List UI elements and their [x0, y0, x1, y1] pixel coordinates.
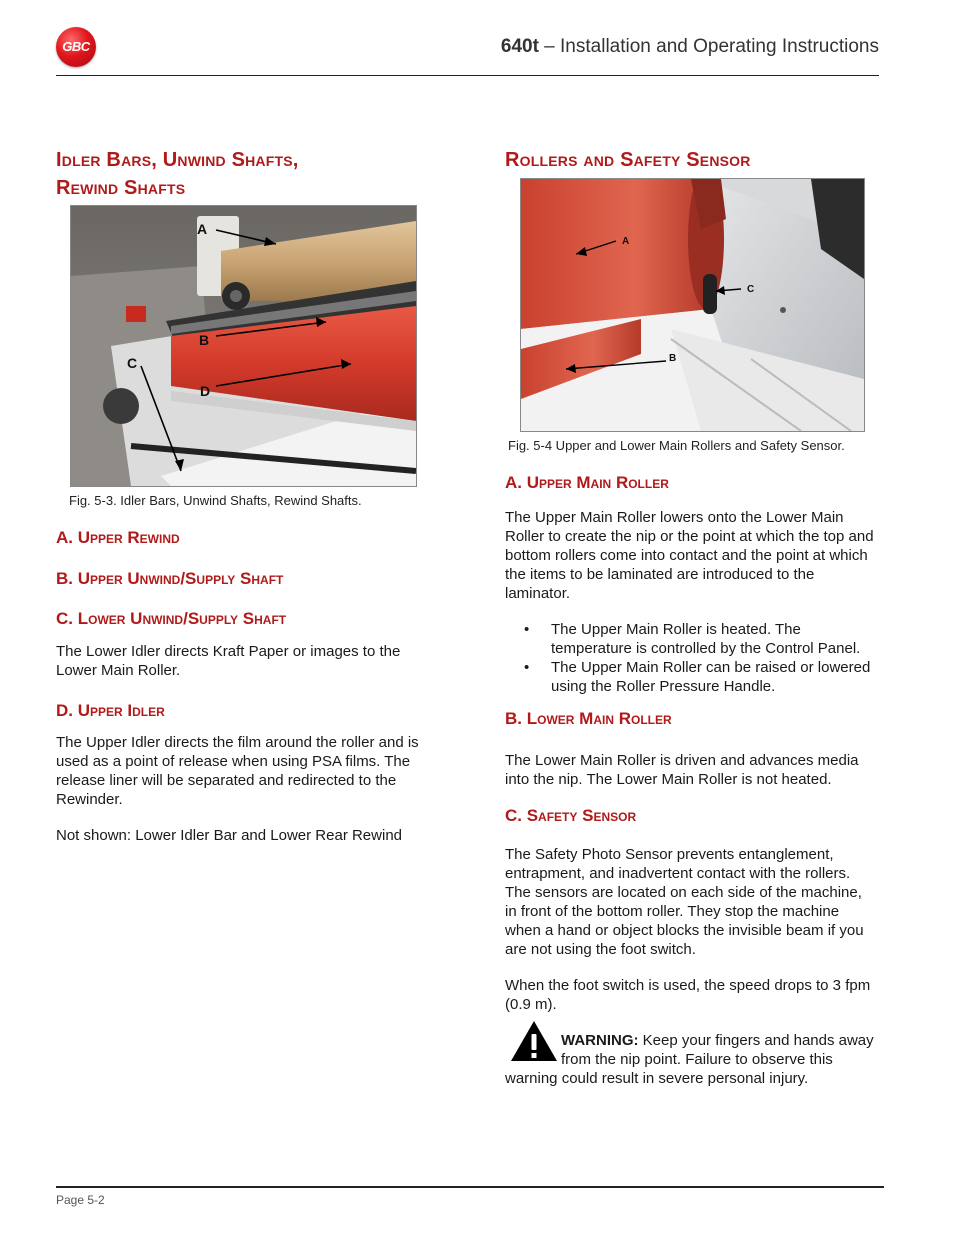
figure-idler-bars-photo [70, 205, 417, 487]
left-section-heading [56, 146, 456, 202]
document-title-text: – Installation and Operating Instructions [538, 36, 879, 57]
figure-label-upper-roller: A [622, 236, 630, 247]
list-item [505, 658, 885, 696]
warning-message [505, 1031, 875, 1088]
figure-label-c: C [127, 355, 138, 371]
gbc-logo [56, 27, 96, 67]
idler-bars-illustration [71, 206, 416, 486]
document-title-model: 640t [500, 36, 539, 57]
bullet-icon: • [524, 659, 530, 676]
paragraph-lower-main-roller: The Lower Main Roller is driven and advances media into the nip. The Lower Main Roller is not heated. [505, 752, 859, 788]
figure-label-safety-sensor: C [747, 284, 755, 295]
paragraph-upper-idler: The Upper Idler directs the film around the roller and is used as a point of release when using PSA films. The release liner will be separated and redirected to the Rewinder. [56, 734, 419, 808]
warning-text: Keep your fingers and hands away from the nip point. Failure to observe this warning could result in severe personal injury. [505, 1032, 874, 1087]
rollers-illustration [521, 179, 864, 431]
heading-safety-sensor: C. Safety Sensor [505, 806, 637, 825]
figure-caption-right: Fig. 5-4 Upper and Lower Main Rollers and Safety Sensor. [508, 438, 845, 453]
bullet-text: The Upper Main Roller can be raised or lowered using the Roller Pressure Handle. [551, 659, 871, 695]
figure-label-a: A [197, 221, 208, 237]
figure-label-d: D [200, 383, 211, 399]
footer-rule [56, 1186, 884, 1188]
list-item [505, 620, 885, 658]
figure-rollers-photo [520, 178, 865, 432]
document-title [501, 36, 879, 58]
paragraph-lower-idler: The Lower Idler directs Kraft Paper or images to the Lower Main Roller. [56, 643, 401, 679]
header-rule [56, 75, 879, 76]
warning-icon-spacer [505, 1031, 561, 1058]
bullet-icon: • [524, 621, 530, 638]
figure-caption-left: Fig. 5-3. Idler Bars, Unwind Shafts, Rewind Shafts. [69, 493, 362, 508]
paragraph-upper-main-roller: The Upper Main Roller lowers onto the Lower Main Roller to create the nip or the point at which the top and bottom rollers come into contact and the point at which the items to be laminated are introduced to the laminator. [505, 509, 874, 602]
heading-lower-unwind: C. Lower Unwind/Supply Shaft [56, 609, 287, 628]
warning-label: WARNING: [561, 1032, 639, 1049]
figure-label-b: B [199, 332, 210, 348]
paragraph-safety-sensor: The Safety Photo Sensor prevents entanglement, entrapment, and inadvertent contact with the rollers. The sensors are located on each side of the machine, in front of the bottom roller. They stop the machine when a hand or object blocks the invisible beam if you are not using the foot switch. [505, 846, 864, 958]
heading-upper-main-roller: A. Upper Main Roller [505, 473, 669, 492]
paragraph-foot-switch: When the foot switch is used, the speed drops to 3 fpm (0.9 m). [505, 977, 871, 1013]
figure-label-lower-roller: B [669, 353, 677, 364]
left-heading-line2: Rewind Shafts [56, 177, 186, 199]
upper-roller-bullet-list [505, 620, 885, 696]
heading-lower-main-roller: B. Lower Main Roller [505, 709, 672, 728]
bullet-text: The Upper Main Roller is heated. The temperature is controlled by the Control Panel. [551, 621, 861, 657]
heading-upper-unwind: B. Upper Unwind/Supply Shaft [56, 569, 284, 588]
page-number: Page 5-2 [56, 1193, 105, 1207]
paragraph-not-shown: Not shown: Lower Idler Bar and Lower Rear Rewind [56, 827, 403, 844]
right-section-heading: Rollers and Safety Sensor [505, 149, 751, 171]
logo-text: GBC [62, 39, 90, 54]
heading-upper-idler: D. Upper Idler [56, 701, 165, 720]
left-heading-line1: Idler Bars, Unwind Shafts, [56, 149, 299, 171]
heading-upper-rewind: A. Upper Rewind [56, 528, 180, 547]
